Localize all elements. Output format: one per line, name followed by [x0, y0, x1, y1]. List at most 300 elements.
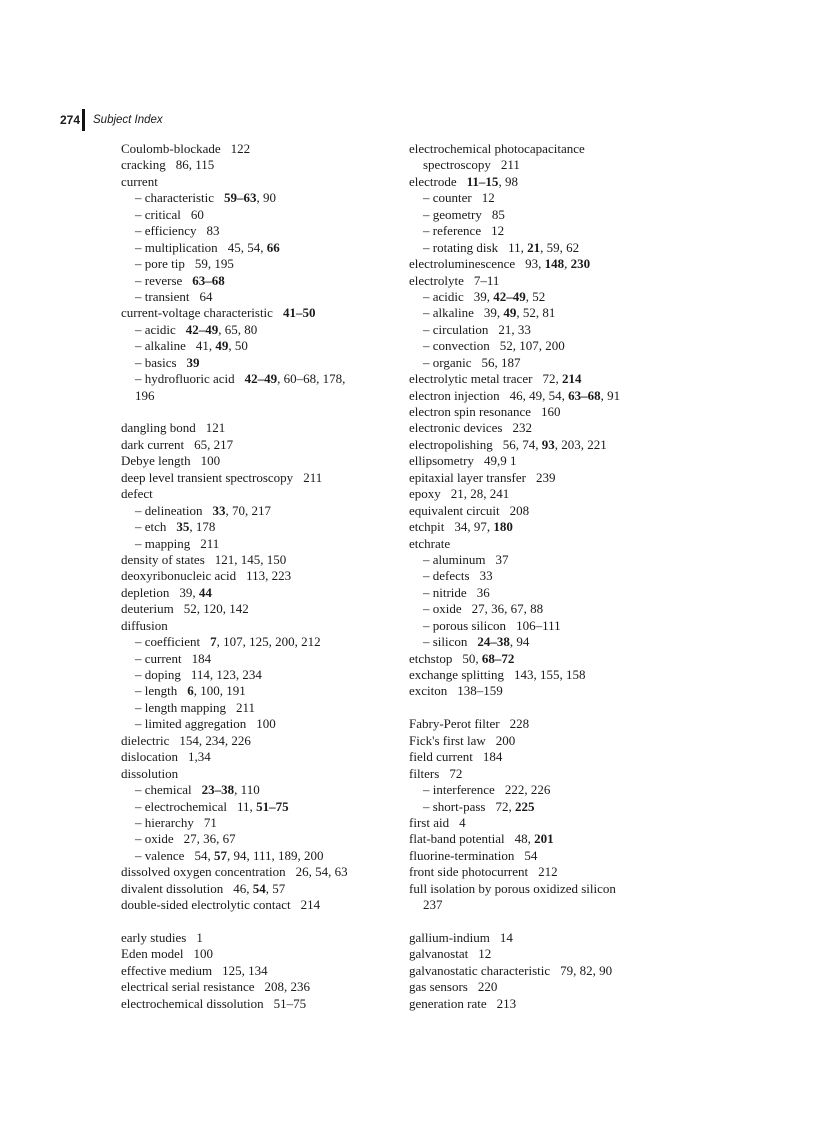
page-number: 274: [60, 113, 81, 127]
index-entry: [409, 946, 659, 962]
page-references: 72: [449, 765, 463, 781]
bold-page-ref: 180: [493, 519, 513, 535]
index-entry: [121, 930, 391, 946]
page-references: 46, 49, 54, 63–68, 91: [509, 387, 621, 403]
index-entry: [409, 470, 659, 486]
index-term: electrical serial resistance: [121, 979, 255, 995]
index-entry: [121, 470, 391, 486]
index-entry: [409, 683, 659, 699]
index-term: defect: [121, 486, 153, 502]
page-references: 160: [541, 404, 561, 419]
page-references: 214: [300, 897, 321, 913]
index-subentry: [121, 716, 391, 732]
page-references: 21, 28, 241: [450, 486, 510, 502]
running-title: Subject Index: [93, 114, 163, 126]
page-references: 65, 217: [194, 436, 234, 452]
page-references: 208, 236: [264, 979, 311, 995]
index-term: dangling bond: [121, 420, 196, 436]
page-references: 7, 107, 125, 200, 212: [210, 634, 321, 650]
index-entry: [409, 848, 659, 864]
index-term: – electrochemical: [135, 798, 228, 814]
index-entry: [121, 568, 391, 584]
index-entry: [121, 881, 391, 897]
index-term: front side photocurrent: [409, 864, 529, 880]
index-entry: [409, 273, 659, 289]
index-entry: [409, 930, 659, 946]
page-references: 54, 57, 94, 111, 189, 200: [194, 847, 324, 863]
index-term: cracking: [121, 157, 166, 173]
index-subentry: [121, 503, 391, 519]
page-references: 42–49, 60–68, 178,: [244, 371, 346, 387]
index-entry: [121, 897, 391, 913]
index-term: electrochemical dissolution: [121, 995, 264, 1011]
page-references: 12: [481, 190, 495, 206]
page-references: 50, 68–72: [462, 650, 515, 666]
page-references: 121, 145, 150: [214, 551, 287, 567]
index-term: early studies: [121, 930, 187, 945]
index-term: – delineation: [135, 502, 203, 518]
index-entry: [121, 486, 391, 502]
index-entry: [121, 157, 391, 173]
index-subentry: [121, 190, 391, 206]
index-subentry: [121, 651, 391, 667]
page-references: 86, 115: [175, 157, 215, 173]
index-entry: [409, 749, 659, 765]
index-entry: [409, 388, 659, 404]
index-subentry: [409, 223, 659, 239]
page-references: 106–111: [516, 617, 561, 633]
index-entry: [409, 536, 659, 552]
index-term: full isolation by porous oxidized silicon: [409, 880, 616, 896]
index-term: – silicon: [423, 634, 468, 650]
index-entry: [121, 552, 391, 568]
page-references: [192, 273, 225, 288]
bold-page-ref: 7: [210, 634, 217, 650]
index-term: – oxide: [135, 831, 174, 847]
page-references: 211: [200, 535, 220, 551]
index-term: dislocation: [121, 749, 179, 765]
index-term: gallium-indium: [409, 930, 490, 945]
index-term: current: [121, 173, 158, 189]
index-term: – alkaline: [135, 338, 186, 354]
index-entry: [409, 437, 659, 453]
index-term: – short-pass: [423, 798, 486, 814]
index-entry: [121, 141, 391, 157]
index-subentry: [121, 371, 391, 387]
page-references: 26, 54, 63: [295, 864, 348, 880]
page-references: 23–38, 110: [201, 782, 260, 798]
page-references: 213: [496, 995, 517, 1011]
index-term: – pore tip: [135, 256, 185, 272]
page-references: 1,34: [188, 749, 211, 765]
page-references: 4: [459, 814, 466, 830]
page-references: 52, 120, 142: [183, 601, 249, 617]
index-subentry: [121, 683, 391, 699]
page-references: 56, 187: [481, 354, 521, 370]
index-term: electropolishing: [409, 436, 493, 452]
index-term: galvanostatic characteristic: [409, 962, 551, 978]
index-subentry: [409, 207, 659, 223]
page-references: 14: [499, 930, 513, 945]
index-term: effective medium: [121, 962, 213, 978]
index-term: epoxy: [409, 486, 441, 502]
index-term: exciton: [409, 683, 448, 699]
page-references: 24–38, 94: [477, 634, 530, 650]
index-subentry: [121, 338, 391, 354]
bold-page-ref: 230: [570, 256, 591, 272]
index-entry: [409, 651, 659, 667]
index-term: Debye length: [121, 453, 191, 469]
index-term: – porous silicon: [423, 617, 507, 633]
page-references: 114, 123, 234: [190, 667, 262, 682]
index-term: dissolved oxygen concentration: [121, 864, 286, 880]
index-term: flat-band potential: [409, 831, 505, 847]
index-entry: [409, 157, 659, 173]
page-references: 48, 201: [514, 831, 554, 847]
index-term: etchstop: [409, 650, 453, 666]
bold-page-ref: 33: [212, 502, 226, 518]
page-references: 239: [535, 469, 556, 485]
page-references: 11, 21, 59, 62: [508, 239, 580, 255]
index-term: electrochemical photocapacitance: [409, 141, 585, 156]
index-term: – reference: [423, 223, 482, 239]
index-term: – characteristic: [135, 190, 215, 206]
page-references: 232: [512, 420, 532, 436]
index-entry: [409, 141, 659, 157]
index-term: Eden model: [121, 946, 184, 962]
bold-page-ref: 6: [187, 683, 194, 699]
bold-page-ref: 23–38: [201, 782, 235, 798]
index-term: diffusion: [121, 617, 168, 633]
index-term: – multiplication: [135, 239, 218, 255]
index-entry: [409, 963, 659, 979]
index-term: electrolytic metal tracer: [409, 371, 533, 387]
page-references: 54: [524, 847, 538, 863]
page-references: 184: [191, 650, 212, 666]
index-term: – organic: [423, 354, 472, 370]
index-subentry: [121, 355, 391, 371]
bold-page-ref: 148: [544, 256, 565, 272]
page-references: 228: [509, 716, 530, 732]
page-references: 27, 36, 67, 88: [471, 601, 544, 617]
bold-page-ref: 57: [213, 847, 227, 863]
index-subentry: [121, 536, 391, 552]
page-references: 49,9 1: [484, 453, 517, 469]
index-term: – acidic: [423, 288, 464, 304]
index-term: etchrate: [409, 535, 451, 551]
page-references: 211: [236, 699, 256, 715]
index-term: – alkaline: [423, 305, 474, 321]
index-term: galvanostat: [409, 946, 469, 962]
index-subentry: [121, 782, 391, 798]
index-term: electroluminescence: [409, 256, 516, 272]
index-term: depletion: [121, 584, 170, 600]
page-references: 79, 82, 90: [560, 962, 613, 978]
index-term: – nitride: [423, 584, 467, 600]
index-entry: [121, 766, 391, 782]
index-term: – hydrofluoric acid: [135, 371, 235, 387]
page-references: [187, 355, 200, 370]
index-term: – interference: [423, 782, 495, 798]
index-entry: [121, 946, 391, 962]
index-term: divalent dissolution: [121, 880, 224, 896]
index-term: – defects: [423, 568, 470, 584]
index-term: – convection: [423, 338, 490, 354]
page-references: 12: [491, 223, 505, 239]
index-entry: [121, 305, 391, 321]
index-term: – efficiency: [135, 223, 197, 239]
index-term: deep level transient spectroscopy: [121, 469, 294, 485]
index-term: – doping: [135, 667, 181, 682]
bold-page-ref: 214: [561, 371, 582, 387]
page-references: 11–15, 98: [466, 173, 518, 189]
index-gap: [121, 404, 391, 420]
page-references: 72, 225: [495, 798, 535, 814]
index-term: – etch: [135, 519, 167, 535]
index-term: 196: [135, 387, 155, 403]
index-entry: [409, 503, 659, 519]
index-gap: [409, 700, 659, 716]
index-entry: [121, 749, 391, 765]
index-subentry: [409, 355, 659, 371]
bold-page-ref: 63–68: [192, 272, 225, 288]
index-term: deoxyribonucleic acid: [121, 568, 237, 584]
index-entry: [121, 601, 391, 617]
bold-page-ref: 63–68: [568, 387, 601, 403]
page-references: 83: [206, 223, 220, 239]
page-references: 72, 214: [542, 371, 582, 387]
index-term: dissolution: [121, 765, 179, 781]
index-term: deuterium: [121, 601, 174, 617]
page-references: 143, 155, 158: [513, 667, 586, 682]
page-references: 52, 107, 200: [499, 338, 565, 354]
index-term: field current: [409, 749, 473, 765]
bold-page-ref: 42–49: [244, 371, 278, 387]
page-references: 7–11: [473, 272, 500, 288]
index-subentry: [409, 634, 659, 650]
index-subentry: [121, 256, 391, 272]
index-entry: [121, 733, 391, 749]
page-references: 211: [303, 469, 323, 485]
index-entry: [121, 618, 391, 634]
page-references: 93, 148, 230: [525, 256, 591, 272]
page-references: 41, 49, 50: [195, 338, 248, 354]
index-term: – oxide: [423, 601, 462, 617]
index-term: – acidic: [135, 321, 176, 337]
index-term: – counter: [423, 190, 472, 206]
page-references: 27, 36, 67: [183, 831, 236, 847]
page-references: 212: [538, 864, 558, 880]
page-references: 211: [500, 157, 520, 173]
page-references: 36: [476, 584, 490, 600]
index-entry: [121, 864, 391, 880]
index-term: spectroscopy: [423, 157, 491, 173]
index-subentry: [121, 815, 391, 831]
index-subentry: [409, 190, 659, 206]
index-column-left: [121, 141, 391, 1012]
index-gap: [121, 914, 391, 930]
index-term: 237: [423, 897, 443, 913]
index-term: electron injection: [409, 387, 500, 403]
index-subentry: [409, 305, 659, 321]
page-references: 6, 100, 191: [187, 683, 246, 699]
index-entry: [121, 437, 391, 453]
index-entry: [409, 766, 659, 782]
index-term: electronic devices: [409, 420, 503, 436]
page-references: 154, 234, 226: [179, 732, 251, 748]
page-references: 121: [205, 420, 226, 436]
index-entry: [409, 667, 659, 683]
bold-page-ref: 35: [176, 519, 190, 535]
page-references: 33: [479, 568, 493, 584]
index-entry: [409, 256, 659, 272]
index-subentry: [409, 338, 659, 354]
bold-page-ref: 201: [534, 831, 554, 847]
index-entry: [121, 388, 391, 404]
index-subentry: [409, 618, 659, 634]
page-references: 100: [193, 946, 213, 962]
page-references: 100: [256, 716, 276, 732]
bold-page-ref: 41–50: [282, 305, 316, 321]
bold-page-ref: 39: [186, 354, 200, 370]
index-entry: [409, 404, 659, 420]
page-references: 222, 226: [504, 782, 551, 798]
index-term: first aid: [409, 814, 450, 830]
page-references: 200: [495, 732, 516, 748]
page-references: 220: [477, 979, 498, 995]
header-rule: [82, 109, 85, 131]
index-subentry: [121, 667, 391, 683]
index-entry: [409, 864, 659, 880]
index-term: ellipsometry: [409, 453, 474, 469]
page-references: 64: [199, 288, 213, 304]
index-subentry: [409, 568, 659, 584]
index-term: – critical: [135, 206, 181, 222]
page-references: 12: [478, 946, 492, 962]
index-term: epitaxial layer transfer: [409, 469, 526, 485]
index-subentry: [121, 831, 391, 847]
index-term: – length: [135, 683, 178, 699]
page-references: 39, 42–49, 52: [473, 288, 546, 304]
index-term: filters: [409, 765, 440, 781]
page-references: 35, 178: [176, 519, 216, 535]
bold-page-ref: 24–38: [477, 634, 510, 650]
bold-page-ref: 68–72: [481, 650, 515, 666]
page-references: 21, 33: [498, 321, 531, 337]
page-references: 1: [196, 930, 203, 945]
index-term: – coefficient: [135, 634, 201, 650]
index-term: – reverse: [135, 272, 183, 288]
index-entry: [121, 420, 391, 436]
page-references: 33, 70, 217: [212, 502, 272, 518]
index-subentry: [409, 240, 659, 256]
index-term: – chemical: [135, 782, 192, 798]
index-subentry: [121, 322, 391, 338]
index-term: electrolyte: [409, 272, 464, 288]
index-subentry: [121, 273, 391, 289]
page-references: 42–49, 65, 80: [185, 321, 258, 337]
index-entry: [409, 831, 659, 847]
bold-page-ref: 42–49: [493, 288, 526, 304]
index-entry: [409, 453, 659, 469]
index-subentry: [409, 322, 659, 338]
bold-page-ref: 49: [215, 338, 229, 354]
index-term: – circulation: [423, 321, 489, 337]
page-references: 34, 97, 180: [454, 519, 513, 535]
index-term: Coulomb-blockade: [121, 141, 221, 156]
index-entry: [121, 996, 391, 1012]
index-term: dielectric: [121, 732, 170, 748]
index-term: exchange splitting: [409, 667, 504, 682]
page-references: 100: [200, 453, 221, 469]
index-term: generation rate: [409, 995, 487, 1011]
index-term: – length mapping: [135, 699, 226, 715]
index-entry: [121, 963, 391, 979]
index-term: density of states: [121, 551, 205, 567]
index-term: – geometry: [423, 206, 482, 222]
index-entry: [409, 716, 659, 732]
index-term: etchpit: [409, 519, 445, 535]
bold-page-ref: 59–63: [224, 190, 257, 206]
index-term: electrode: [409, 173, 457, 189]
page-references: 11, 51–75: [237, 798, 289, 814]
page-references: 71: [203, 814, 217, 830]
page-references: 37: [495, 551, 509, 567]
index-entry: [409, 486, 659, 502]
index-term: – hierarchy: [135, 814, 194, 830]
page-references: [283, 305, 316, 320]
index-term: – transient: [135, 288, 190, 304]
index-entry: [409, 420, 659, 436]
index-term: current-voltage characteristic: [121, 305, 273, 321]
index-term: gas sensors: [409, 979, 468, 995]
index-subentry: [121, 799, 391, 815]
index-term: – basics: [135, 354, 177, 370]
index-entry: [409, 371, 659, 387]
index-term: equivalent circuit: [409, 502, 500, 518]
index-subentry: [121, 289, 391, 305]
index-entry: [409, 897, 659, 913]
index-term: – mapping: [135, 535, 191, 551]
index-term: dark current: [121, 436, 185, 452]
index-entry: [121, 979, 391, 995]
page-references: 113, 223: [246, 568, 292, 584]
index-term: fluorine-termination: [409, 847, 515, 863]
index-column-right: [409, 141, 659, 1012]
index-gap: [409, 914, 659, 930]
index-term: – limited aggregation: [135, 716, 247, 732]
page-references: 39, 49, 52, 81: [483, 305, 556, 321]
index-term: electron spin resonance: [409, 404, 532, 419]
index-subentry: [121, 848, 391, 864]
page-references: 45, 54, 66: [227, 239, 280, 255]
index-term: Fabry-Perot filter: [409, 716, 500, 732]
page-references: 51–75: [273, 995, 307, 1011]
index-subentry: [409, 782, 659, 798]
page-references: 184: [482, 749, 503, 765]
bold-page-ref: 225: [514, 798, 535, 814]
index-entry: [409, 881, 659, 897]
index-entry: [409, 996, 659, 1012]
index-entry: [121, 174, 391, 190]
page-references: 138–159: [457, 683, 503, 699]
index-entry: [409, 174, 659, 190]
index-subentry: [121, 207, 391, 223]
index-term: – rotating disk: [423, 239, 499, 255]
index-subentry: [409, 601, 659, 617]
index-entry: [121, 585, 391, 601]
index-subentry: [121, 700, 391, 716]
